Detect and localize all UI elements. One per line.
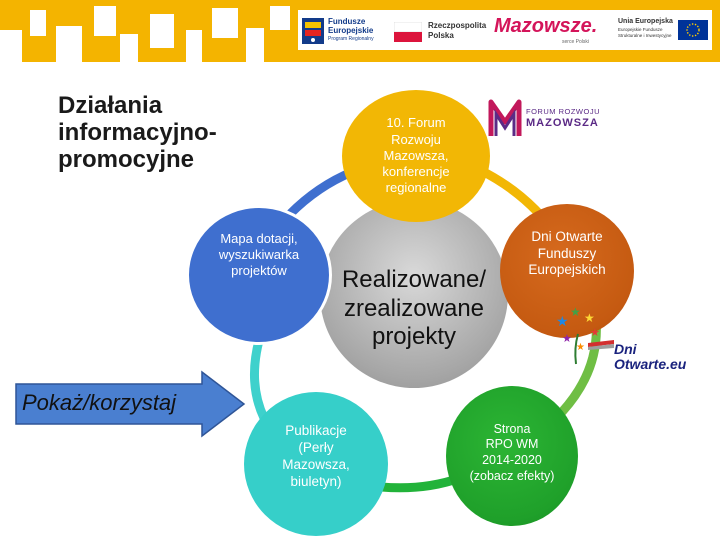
fe-line1: Fundusze xyxy=(328,17,366,26)
ue-line2: Europejskie Fundusze xyxy=(618,27,663,32)
forum-m-icon xyxy=(488,96,522,140)
node-dni-line: Europejskich xyxy=(528,262,606,278)
forum-logo-line2: MAZOWSZA xyxy=(526,117,599,129)
node-dni-line: Dni Otwarte xyxy=(531,228,603,244)
node-forum-line: Rozwoju xyxy=(391,131,441,147)
mazowsze-tagline: serce Polski xyxy=(562,39,589,45)
center-circle xyxy=(320,200,508,388)
dni-otwarte-logo xyxy=(548,304,712,370)
node-forum-line: 10. Forum xyxy=(386,115,446,131)
node-strona-line: (zobacz efekty) xyxy=(469,468,555,483)
node-mapa[interactable] xyxy=(186,205,332,345)
node-publikacje-line: biuletyn) xyxy=(290,473,342,489)
mazowsze-wordmark: Mazowsze. xyxy=(494,15,598,37)
node-forum-line: konferencje xyxy=(382,164,450,180)
svg-text:★: ★ xyxy=(590,326,600,339)
node-forum-text xyxy=(382,115,449,196)
center-line: projekty xyxy=(371,323,457,351)
node-mapa-line: Mapa dotacji, xyxy=(220,230,298,246)
node-forum-line: regionalne xyxy=(385,180,447,196)
node-publikacje-text xyxy=(282,423,350,491)
node-strona-line: 2014-2020 xyxy=(482,453,542,467)
node-publikacje-line: Publikacje xyxy=(285,423,347,439)
svg-text:★: ★ xyxy=(576,342,585,353)
node-dni-line: Funduszy xyxy=(537,245,597,261)
svg-text:★: ★ xyxy=(570,305,581,319)
node-forum-line: Mazowsza, xyxy=(383,147,449,163)
node-mapa-line: wyszukiwarka xyxy=(218,246,300,262)
center-line: zrealizowane xyxy=(343,294,485,322)
center-text xyxy=(342,266,486,352)
title-line: informacyjno- xyxy=(58,119,217,147)
node-strona-line: Strona xyxy=(493,421,531,436)
node-strona-line: RPO WM xyxy=(485,437,539,452)
node-mapa-text xyxy=(219,231,299,280)
dni-otwarte-wordmark: Dni Otwarte.eu xyxy=(614,341,687,372)
forum-rozwoju-logo xyxy=(488,96,608,140)
ue-line1: Unia Europejska xyxy=(618,18,673,25)
svg-text:★: ★ xyxy=(584,311,595,325)
rp-line1: Rzeczpospolita xyxy=(428,21,487,30)
node-dni-text xyxy=(528,229,605,280)
center-line: Realizowane/ xyxy=(341,265,487,293)
node-forum[interactable] xyxy=(342,90,490,222)
svg-text:★: ★ xyxy=(556,314,569,330)
node-publikacje[interactable] xyxy=(244,392,388,536)
pokaz-korzystaj-label: Pokaż/korzystaj xyxy=(22,390,177,415)
node-strona-text xyxy=(470,422,555,485)
svg-text:★: ★ xyxy=(562,332,572,345)
node-publikacje-line: Mazowsza, xyxy=(282,457,350,472)
node-mapa-line: projektów xyxy=(231,263,287,279)
forum-logo-line1: FORUM ROZWOJU xyxy=(526,107,600,116)
ue-line3: Strukturalne i Inwestycyjne xyxy=(618,33,672,38)
fe-line2: Europejskie xyxy=(328,26,374,35)
node-strona[interactable] xyxy=(446,386,578,526)
fe-line3: Program Regionalny xyxy=(328,36,374,42)
stars-flower-icon xyxy=(548,304,608,366)
node-publikacje-line: (Perły xyxy=(298,440,334,456)
title-line: promocyjne xyxy=(58,146,195,174)
title-line: Działania xyxy=(58,92,163,119)
dni-flag-stripe-icon xyxy=(588,340,614,350)
ring-arc-mapa-forum xyxy=(290,172,352,214)
rp-line2: Polska xyxy=(428,31,454,40)
